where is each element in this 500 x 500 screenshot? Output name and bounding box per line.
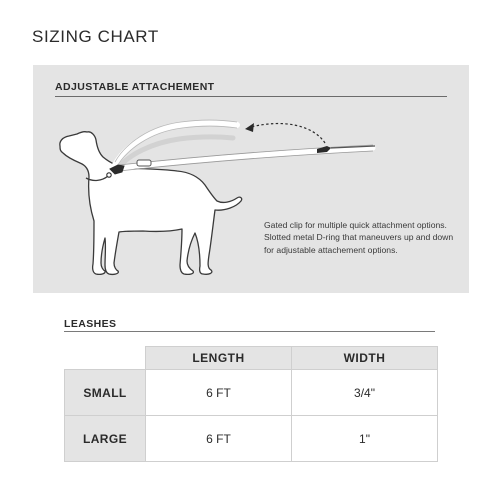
- caption-line: for adjustable attachement options.: [264, 244, 398, 255]
- attachment-heading: ADJUSTABLE ATTACHEMENT: [55, 81, 215, 93]
- row-label-small: SMALL: [65, 370, 146, 416]
- leashes-heading-rule: [64, 331, 435, 332]
- caption-line: Slotted metal D-ring that maneuvers up and down: [264, 232, 454, 243]
- arrow-head-icon: [245, 123, 254, 132]
- table-row: [65, 370, 438, 416]
- cell-width: 3/4": [292, 370, 438, 416]
- leash-strap: [119, 148, 373, 168]
- collar-d-ring: [107, 173, 111, 177]
- table-header-row: [65, 347, 438, 370]
- page-title: SIZING CHART: [32, 27, 159, 46]
- row-label-large: LARGE: [65, 416, 146, 462]
- table-row: [65, 416, 438, 462]
- slider-bar: [137, 160, 151, 166]
- dog-silhouette: [60, 132, 242, 275]
- cell-length: 6 FT: [146, 370, 292, 416]
- cell-width: 1": [292, 416, 438, 462]
- curved-arrow: [251, 124, 325, 143]
- table-corner: [65, 347, 146, 370]
- dog-leash-illustration: [33, 65, 469, 293]
- cell-length: 6 FT: [146, 416, 292, 462]
- leashes-heading: LEASHES: [64, 318, 117, 330]
- attachment-panel: [33, 65, 469, 293]
- attachment-caption: [264, 219, 464, 256]
- caption-line: Gated clip for multiple quick attachment options.: [264, 220, 447, 230]
- column-header-length: LENGTH: [146, 347, 292, 370]
- leash-size-table: [64, 346, 438, 462]
- column-header-width: WIDTH: [292, 347, 438, 370]
